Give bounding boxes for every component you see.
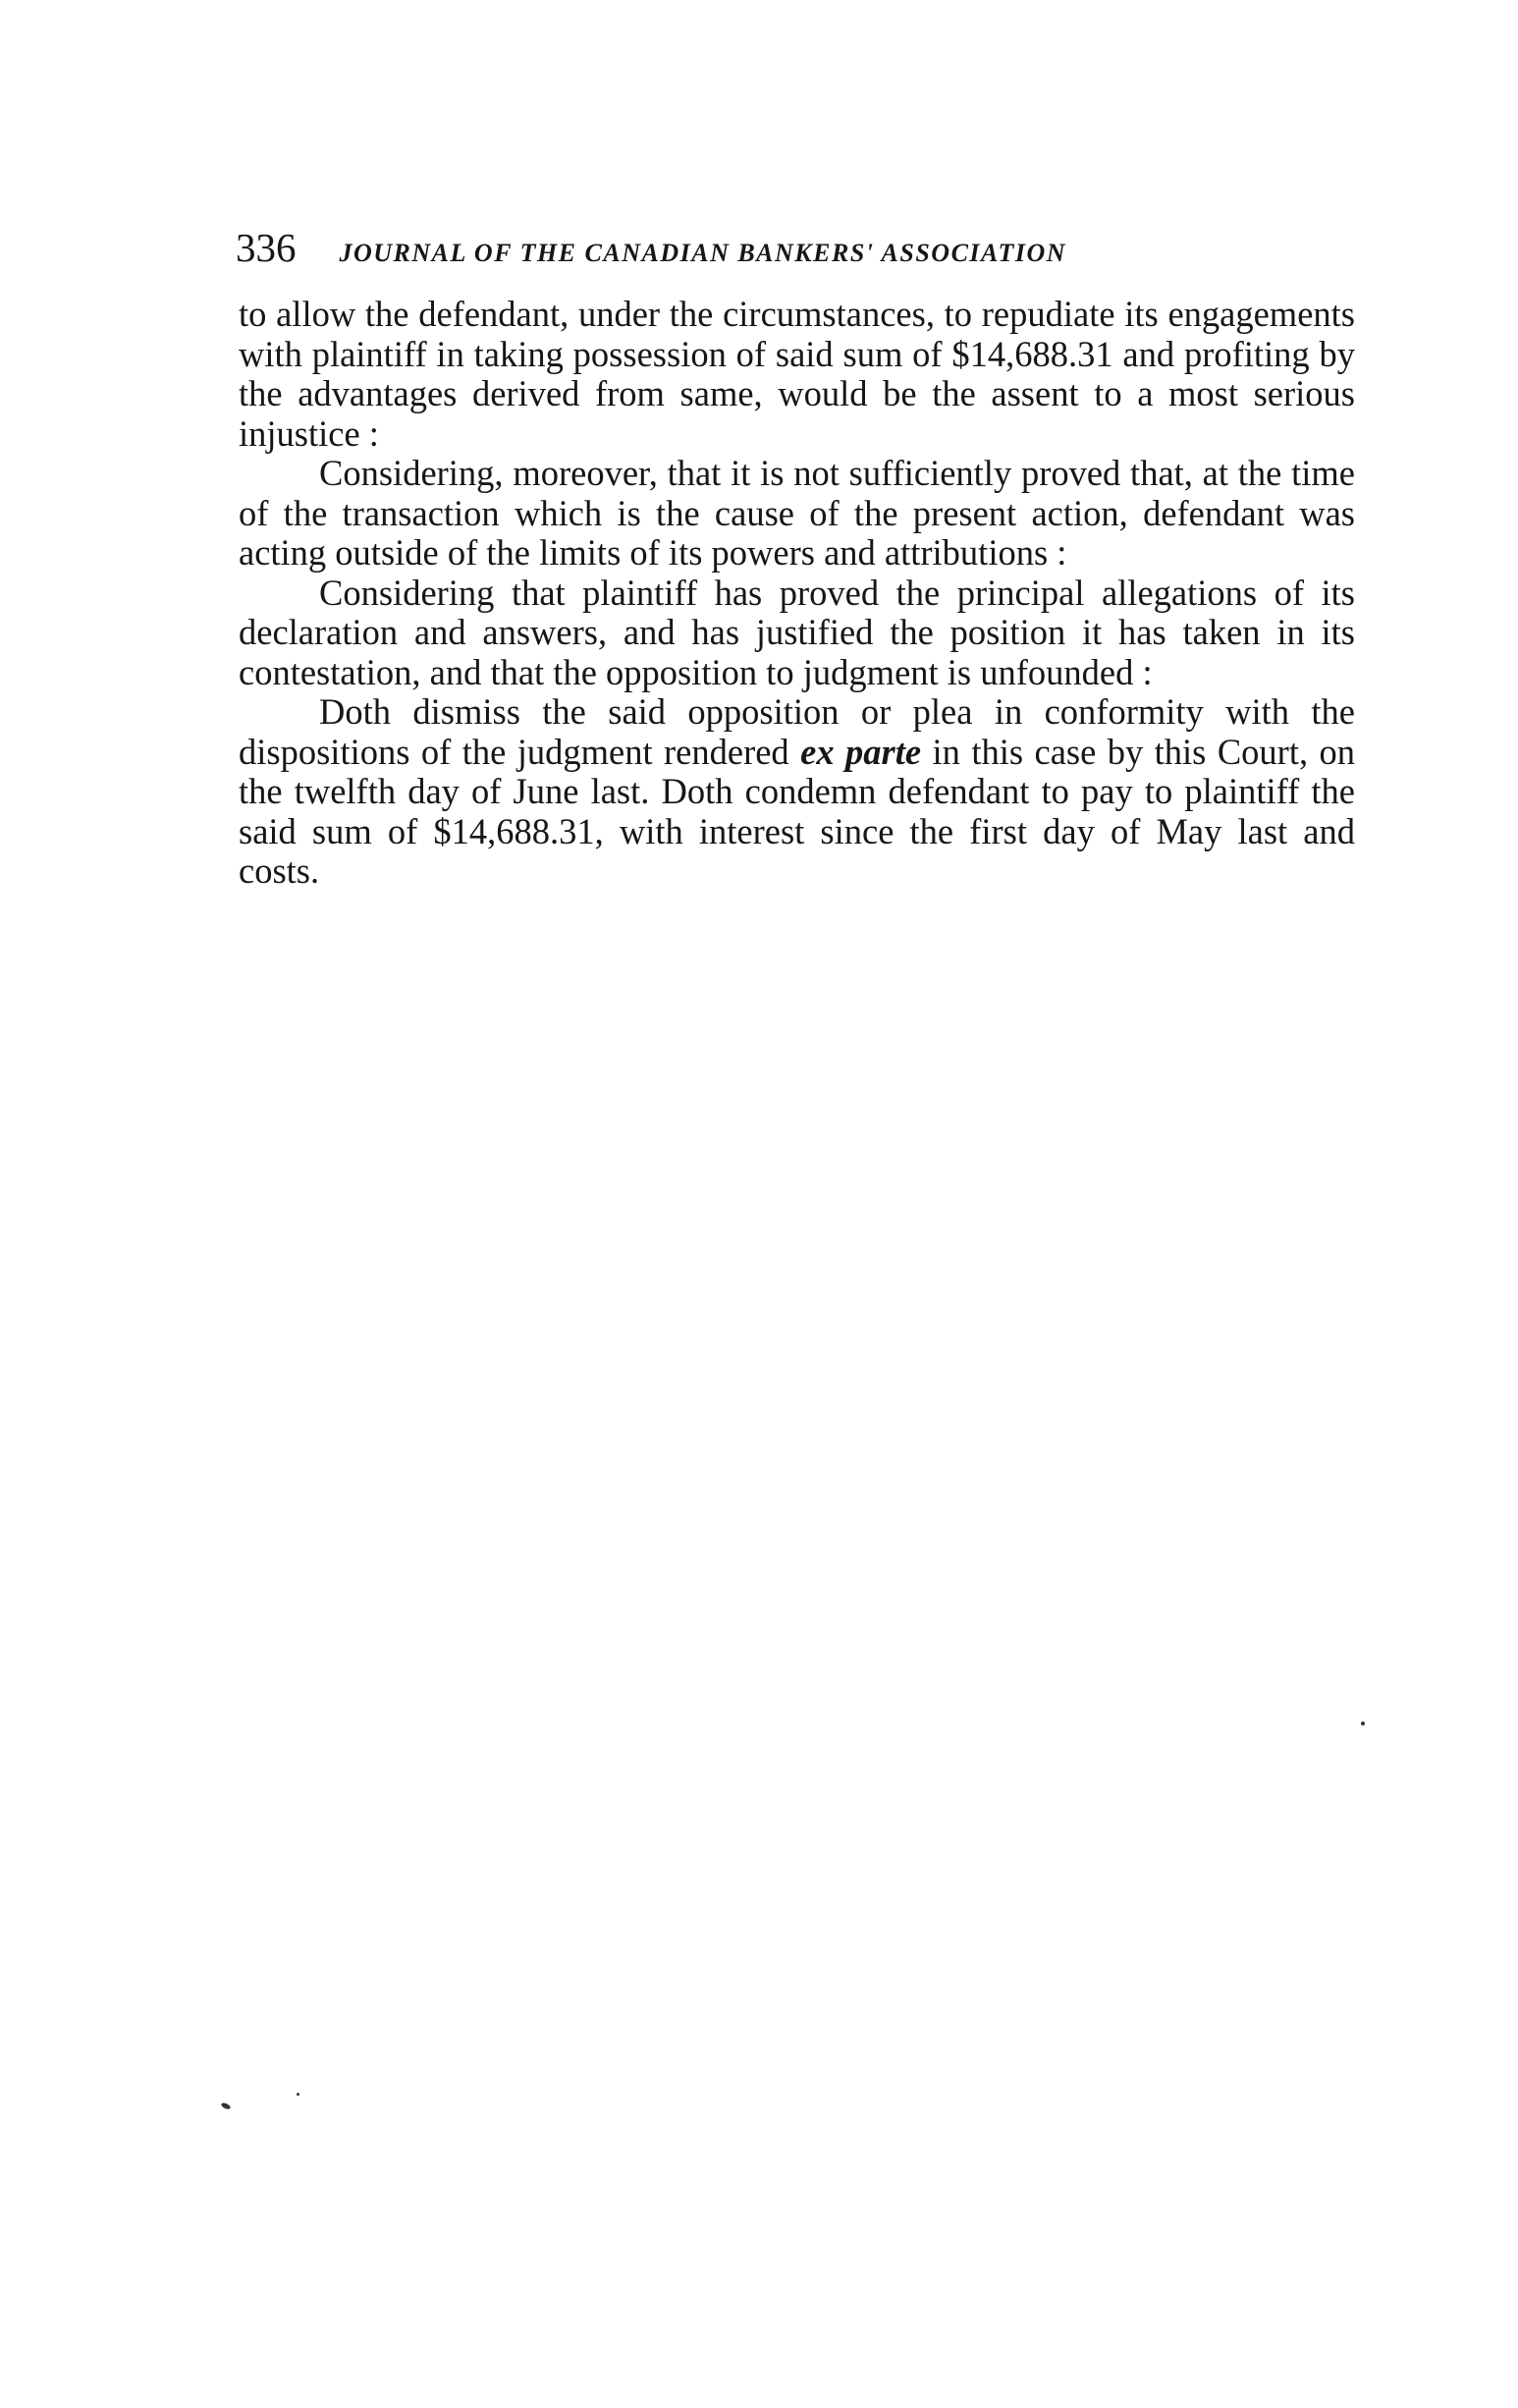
page-number: 336 xyxy=(236,225,297,270)
paragraph-judgment xyxy=(239,692,1355,892)
running-head: JOURNAL OF THE CANADIAN BANKERS' ASSOCIATION xyxy=(339,239,1067,267)
paragraph-text: Considering that plaintiff has proved the principal allegations of its declaration and answers, and has justified the position it has taken in its contestation, and that the opposition to judgment is unfounded : xyxy=(239,572,1355,692)
paragraph-text-continued: in this case by this Court, on the twelfth day of June last. Doth condemn defendant to pay to plaintiff the said sum of $14,688.31, with interest since the first day of May last and costs. xyxy=(239,731,1356,891)
paragraph-considering-plaintiff xyxy=(239,574,1355,693)
paragraph-continuation xyxy=(239,295,1355,454)
italic-phrase: ex parte xyxy=(800,731,922,772)
page-header xyxy=(236,224,1365,283)
paragraph-considering-moreover xyxy=(239,454,1355,574)
scan-speck xyxy=(1361,1722,1365,1725)
paragraph-text: Considering, moreover, that it is not sufficiently proved that, at the time of the transaction which is the cause of the present action, defendant was acting outside of the limits of its powers and attributions : xyxy=(239,453,1355,573)
body-text xyxy=(239,295,1355,892)
scan-speck xyxy=(220,2102,231,2110)
paragraph-text: Doth dismiss the said opposition or plea in conformity with the dispositions of the judgment rendered xyxy=(239,691,1355,772)
paragraph-text: to allow the defendant, under the circumstances, to repudiate its engagements with plaintiff in taking possession of said sum of $14,688.31 and profiting by the advantages derived from same, would be the assent to a most serious injustice : xyxy=(239,294,1355,454)
scan-speck xyxy=(297,2093,299,2096)
